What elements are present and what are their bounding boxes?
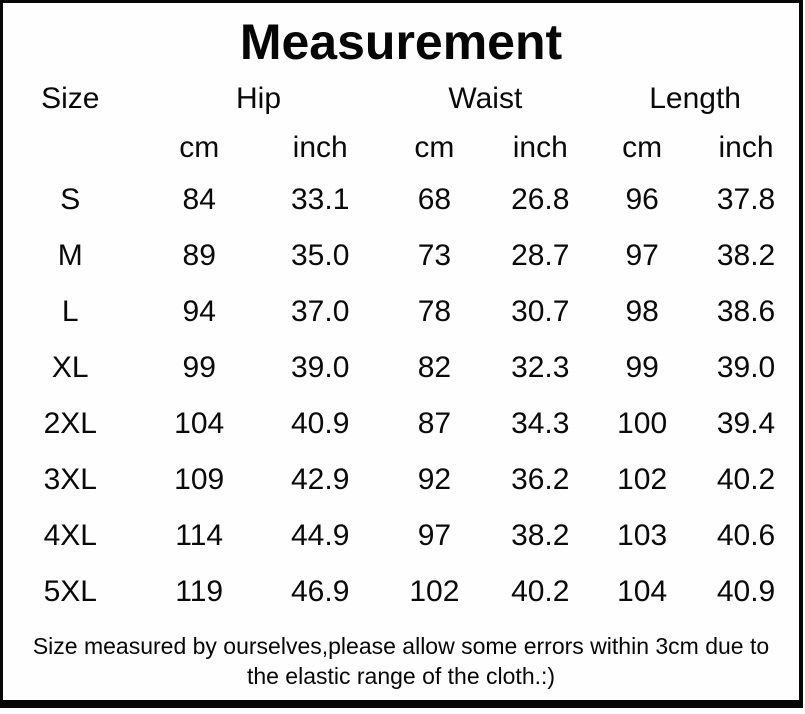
waist-cm-cell: 73	[417, 239, 452, 272]
length-cm-cell: 98	[625, 295, 659, 328]
size-cell: 3XL	[43, 463, 97, 496]
table-row-4xl	[3, 508, 799, 564]
unit-header-waist-inch: inch	[512, 130, 568, 164]
length-cm-cell: 99	[625, 351, 659, 384]
hip-inch-cell: 37.0	[290, 295, 350, 328]
waist-cm-cell: 102	[409, 575, 460, 608]
length-inch-cell: 39.4	[716, 407, 776, 440]
measurement-disclaimer-note: Size measured by ourselves,please allow some errors within 3cm due to the elastic range of the cloth.:)	[32, 633, 770, 689]
group-header-row	[3, 75, 799, 123]
hip-cm-cell: 104	[174, 407, 225, 440]
length-inch-cell: 40.2	[716, 463, 776, 496]
waist-inch-cell: 34.3	[511, 407, 570, 440]
waist-cm-cell: 97	[417, 519, 452, 552]
waist-cm-cell: 68	[417, 183, 452, 216]
waist-inch-cell: 38.2	[511, 519, 570, 552]
hip-cm-cell: 109	[174, 463, 225, 496]
waist-cm-cell: 78	[417, 295, 452, 328]
table-row-m	[3, 228, 799, 284]
table-row-xl	[3, 340, 799, 396]
hip-inch-cell: 40.9	[290, 407, 350, 440]
size-cell: XL	[51, 351, 89, 384]
waist-cm-cell: 82	[417, 351, 452, 384]
length-cm-cell: 100	[617, 407, 668, 440]
waist-inch-cell: 26.8	[511, 183, 570, 216]
unit-header-waist-cm: cm	[414, 130, 455, 164]
hip-cm-cell: 114	[175, 519, 224, 552]
unit-header-hip-inch: inch	[292, 130, 348, 164]
length-inch-cell: 40.9	[716, 575, 776, 608]
hip-cm-cell: 99	[182, 351, 216, 384]
table-row-3xl	[3, 452, 799, 508]
hip-cm-cell: 119	[175, 575, 224, 608]
hip-inch-cell: 42.9	[290, 463, 350, 496]
size-cell: S	[60, 183, 81, 216]
unit-header-hip-cm: cm	[179, 130, 220, 164]
size-cell: L	[61, 295, 79, 328]
size-table	[3, 75, 799, 620]
length-inch-cell: 38.6	[716, 295, 776, 328]
size-cell: 4XL	[43, 519, 97, 552]
length-cm-cell: 97	[625, 239, 659, 272]
hip-inch-cell: 39.0	[290, 351, 350, 384]
unit-header-length-inch: inch	[718, 130, 774, 164]
length-cm-cell: 96	[625, 183, 659, 216]
table-row-2xl	[3, 396, 799, 452]
unit-header-spacer	[3, 123, 138, 172]
hip-inch-cell: 46.9	[290, 575, 350, 608]
column-header-length: Length	[649, 82, 741, 115]
length-inch-cell: 38.2	[716, 239, 776, 272]
size-cell: M	[57, 239, 83, 272]
hip-cm-cell: 94	[182, 295, 216, 328]
table-row-5xl	[3, 564, 799, 620]
waist-inch-cell: 32.3	[511, 351, 570, 384]
hip-inch-cell: 33.1	[290, 183, 350, 216]
waist-inch-cell: 36.2	[511, 463, 570, 496]
waist-cm-cell: 87	[417, 407, 452, 440]
size-cell: 2XL	[43, 407, 97, 440]
length-cm-cell: 102	[617, 463, 668, 496]
size-cell: 5XL	[43, 575, 97, 608]
table-row-s	[3, 172, 799, 228]
column-header-waist: Waist	[448, 82, 523, 115]
hip-cm-cell: 84	[182, 183, 216, 216]
column-header-hip: Hip	[235, 82, 281, 115]
waist-inch-cell: 40.2	[511, 575, 570, 608]
hip-cm-cell: 89	[182, 239, 216, 272]
page-title: Measurement	[239, 14, 563, 70]
waist-inch-cell: 28.7	[511, 239, 570, 272]
hip-inch-cell: 44.9	[290, 519, 350, 552]
waist-cm-cell: 92	[417, 463, 452, 496]
waist-inch-cell: 30.7	[511, 295, 570, 328]
hip-inch-cell: 35.0	[290, 239, 350, 272]
length-inch-cell: 37.8	[716, 183, 776, 216]
unit-header-length-cm: cm	[622, 130, 663, 164]
column-header-size: Size	[41, 82, 100, 115]
length-cm-cell: 103	[617, 519, 668, 552]
length-inch-cell: 39.0	[716, 351, 776, 384]
unit-header-row	[3, 123, 799, 172]
length-inch-cell: 40.6	[716, 519, 776, 552]
length-cm-cell: 104	[617, 575, 668, 608]
table-row-l	[3, 284, 799, 340]
